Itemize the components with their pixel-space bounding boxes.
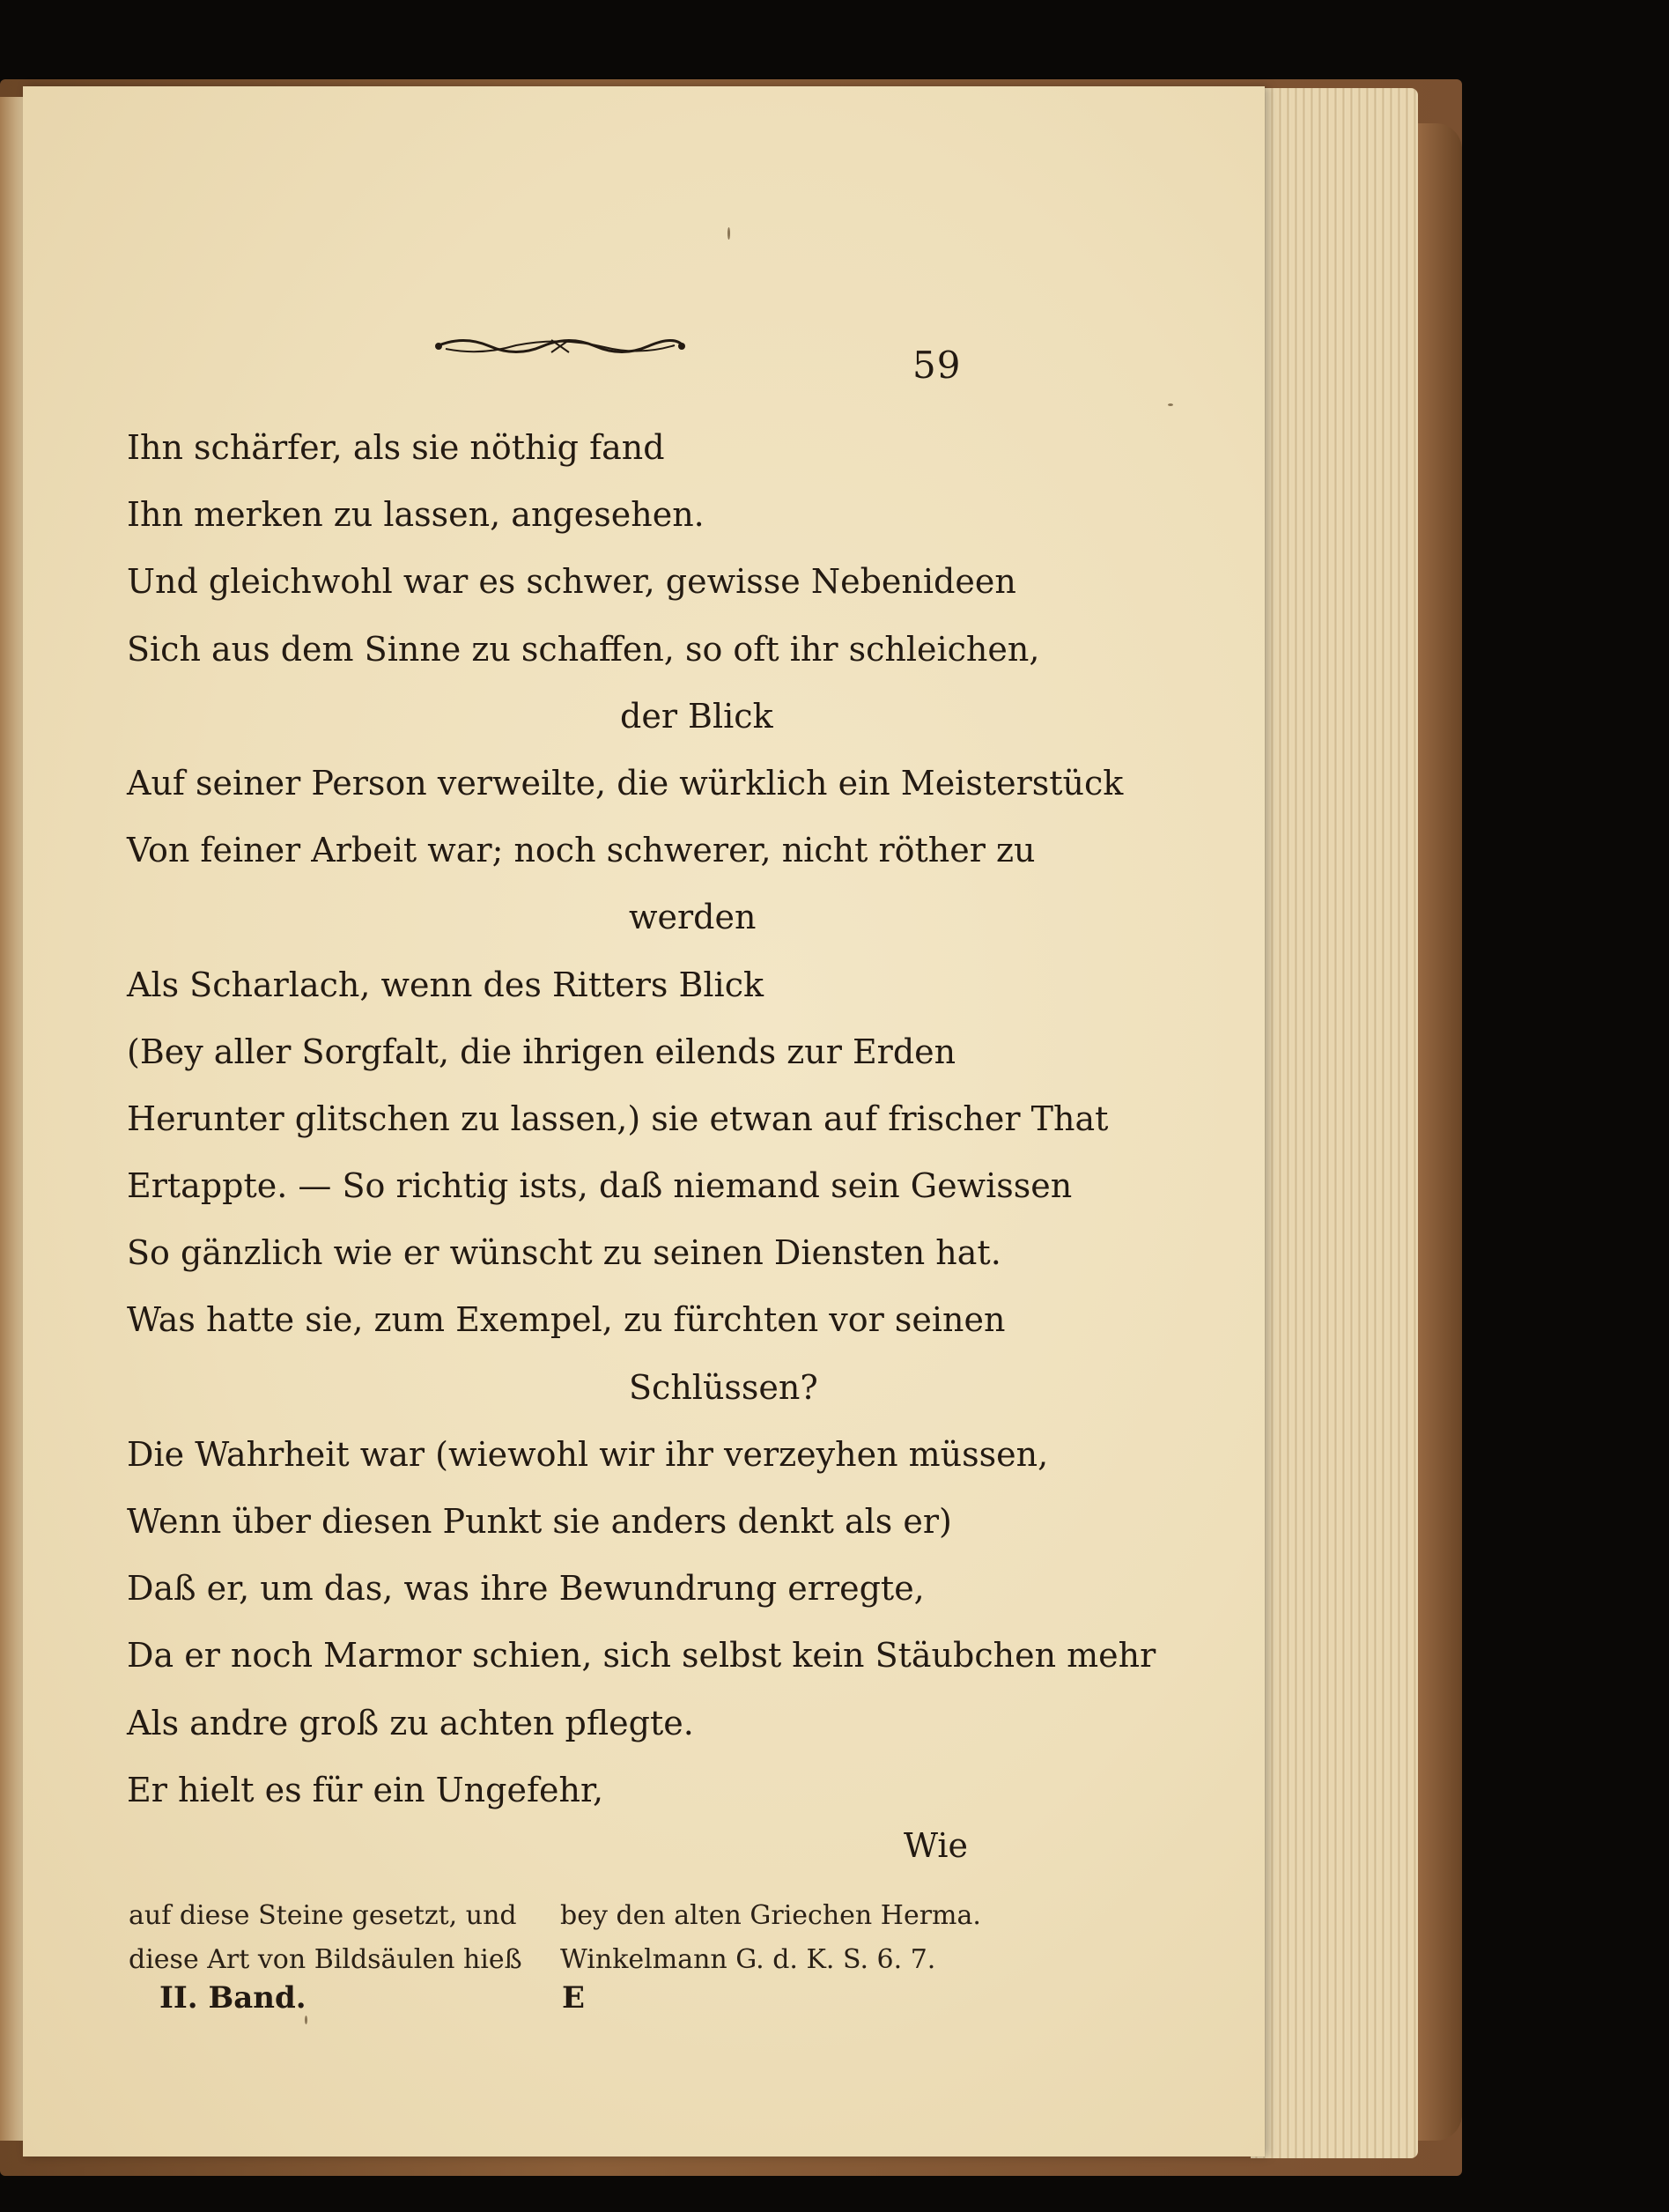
page-edges: [1251, 88, 1418, 2158]
verse-line: Als andre groß zu achten pflegte.: [127, 1703, 694, 1742]
verse-line-continuation: Schlüssen?: [629, 1367, 818, 1407]
verse-line: Sich aus dem Sinne zu schaffen, so oft ihr schleichen,: [127, 629, 1040, 669]
volume-signature: II. Band.: [159, 1980, 306, 2016]
footnote-line: Winkelmann G. d. K. S. 6. 7.: [560, 1944, 936, 1975]
ornament-icon: [428, 333, 692, 359]
footnote-right: [560, 1894, 981, 1982]
signature-letter: E: [562, 1980, 585, 2016]
verse-line: Von feiner Arbeit war; noch schwerer, nicht röther zu: [127, 831, 1036, 870]
verse-line: Da er noch Marmor schien, sich selbst kein Stäubchen mehr: [127, 1636, 1156, 1676]
verse-text: [127, 414, 1156, 1824]
paper-speck: [1168, 403, 1173, 406]
verse-line-continuation: der Blick: [620, 696, 773, 736]
footnote-left: [129, 1894, 534, 1982]
verse-line: Ihn schärfer, als sie nöthig fand: [127, 428, 665, 467]
paper-speck: [727, 227, 730, 240]
footnote-line: auf diese Steine gesetzt, und: [129, 1900, 517, 1931]
verse-line: Was hatte sie, zum Exempel, zu fürchten vor seinen: [127, 1300, 1006, 1340]
verse-line: Ihn merken zu lassen, angesehen.: [127, 495, 705, 535]
verse-line-continuation: werden: [629, 898, 757, 937]
verse-line: Daß er, um das, was ihre Bewundrung erregte,: [127, 1569, 925, 1609]
verse-line: Er hielt es für ein Ungefehr,: [127, 1770, 604, 1809]
verse-line: So gänzlich wie er wünscht zu seinen Diensten hat.: [127, 1233, 1001, 1273]
paper-speck: [305, 2016, 307, 2024]
verse-line: Als Scharlach, wenn des Ritters Blick: [127, 965, 764, 1004]
book-page: [23, 86, 1265, 2157]
page-number: 59: [912, 344, 962, 387]
verse-line: Die Wahrheit war (wiewohl wir ihr verzeyhen müssen,: [127, 1434, 1049, 1474]
verse-line: (Bey aller Sorgfalt, die ihrigen eilends zur Erden: [127, 1032, 956, 1071]
verse-line: Ertappte. — So richtig ists, daß niemand sein Gewissen: [127, 1166, 1073, 1206]
footnote-line: diese Art von Bildsäulen hieß: [129, 1944, 522, 1975]
footnote-line: bey den alten Griechen Herma.: [560, 1900, 981, 1931]
verse-line: Und gleichwohl war es schwer, gewisse Nebenideen: [127, 562, 1016, 602]
verse-line: Auf seiner Person verweilte, die würklich ein Meisterstück: [127, 763, 1124, 803]
facing-page-edge: [0, 97, 25, 2141]
verse-line: Wenn über diesen Punkt sie anders denkt als er): [127, 1502, 952, 1541]
catchword: Wie: [904, 1826, 969, 1865]
verse-line: Herunter glitschen zu lassen,) sie etwan auf frischer That: [127, 1099, 1109, 1138]
